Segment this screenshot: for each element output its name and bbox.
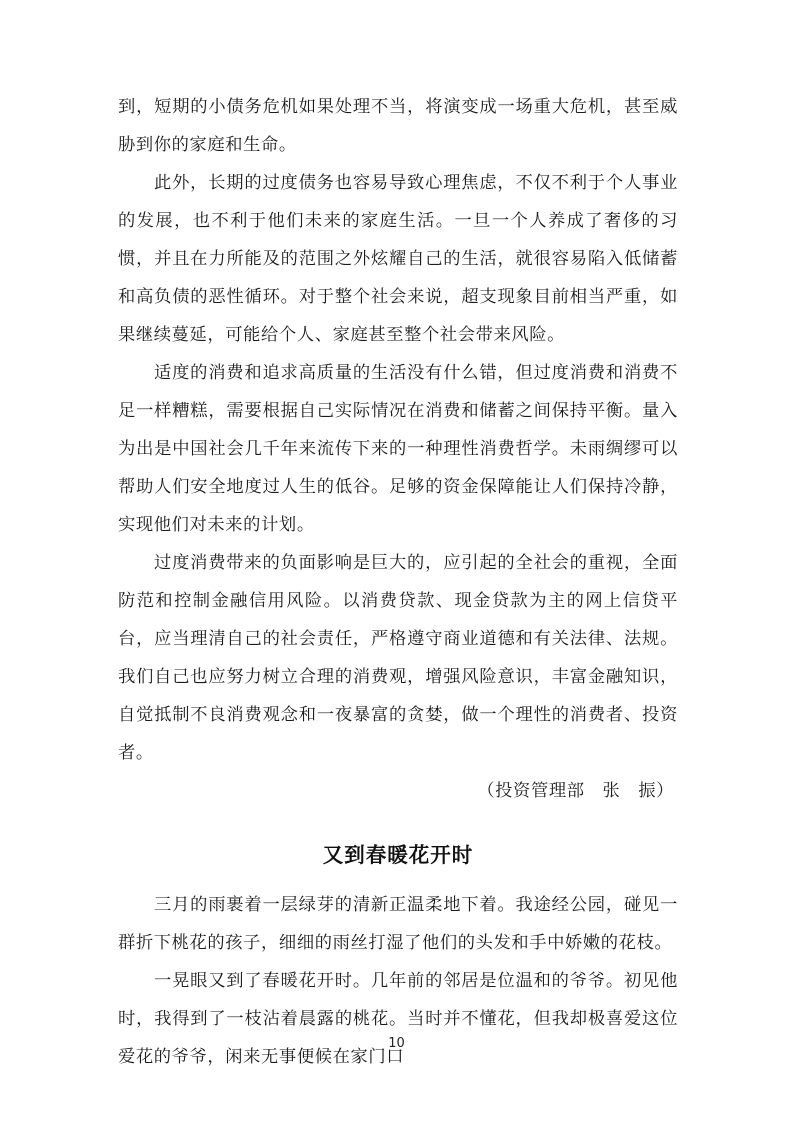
section-paragraph-1: 三月的雨裹着一层绿芽的清新正温柔地下着。我途经公园，碰见一群折下桃花的孩子，细细的雨丝打湿了他们的头发和手中娇嫩的花枝。: [118, 895, 678, 953]
section-title: 又到春暖花开时: [322, 843, 474, 867]
body-paragraph-2: 此外，长期的过度债务也容易导致心理焦虑，不仅不利于个人事业的发展，也不利于他们未来的家庭生活。一旦一个人养成了奢侈的习惯，并且在力所能及的范围之外炫耀自己的生活，就很容易陷入低储蓄和高负债的恶性循环。对于整个社会来说，超支现象目前相当严重，如果继续蔓延，可能给个人、家庭甚至整个社会带来风险。: [118, 173, 678, 345]
author-signature: （投资管理部 张 振）: [477, 781, 674, 801]
page-number: 10: [388, 1036, 405, 1051]
page-content: [118, 88, 678, 1076]
body-paragraph-4: 过度消费带来的负面影响是巨大的，应引起的全社会的重视，全面防范和控制金融信用风险。以消费贷款、现金贷款为主的网上信贷平台，应当理清自己的社会责任，严格遵守商业道德和有关法律、法规。我们自己也应努力树立合理的消费观，增强风险意识，丰富金融知识，自觉抵制不良消费观念和一夜暴富的贪婪，做一个理性的消费者、投资者。: [118, 553, 678, 763]
body-paragraph-3: 适度的消费和追求高质量的生活没有什么错，但过度消费和消费不足一样糟糕，需要根据自己实际情况在消费和储蓄之间保持平衡。量入为出是中国社会几千年来流传下来的一种理性消费哲学。未雨绸缪可以帮助人们安全地度过人生的低谷。足够的资金保障能让人们保持冷静，实现他们对未来的计划。: [118, 363, 678, 535]
section-paragraph-2: 一晃眼又到了春暖花开时。几年前的邻居是位温和的爷爷。初见他时，我得到了一枝沾着晨露的桃花。当时并不懂花，但我却极喜爱这位爱花的爷爷，闲来无事便候在家门口: [118, 971, 678, 1067]
body-paragraph-1: 到，短期的小债务危机如果处理不当，将演变成一场重大危机，甚至威胁到你的家庭和生命。: [118, 97, 678, 155]
